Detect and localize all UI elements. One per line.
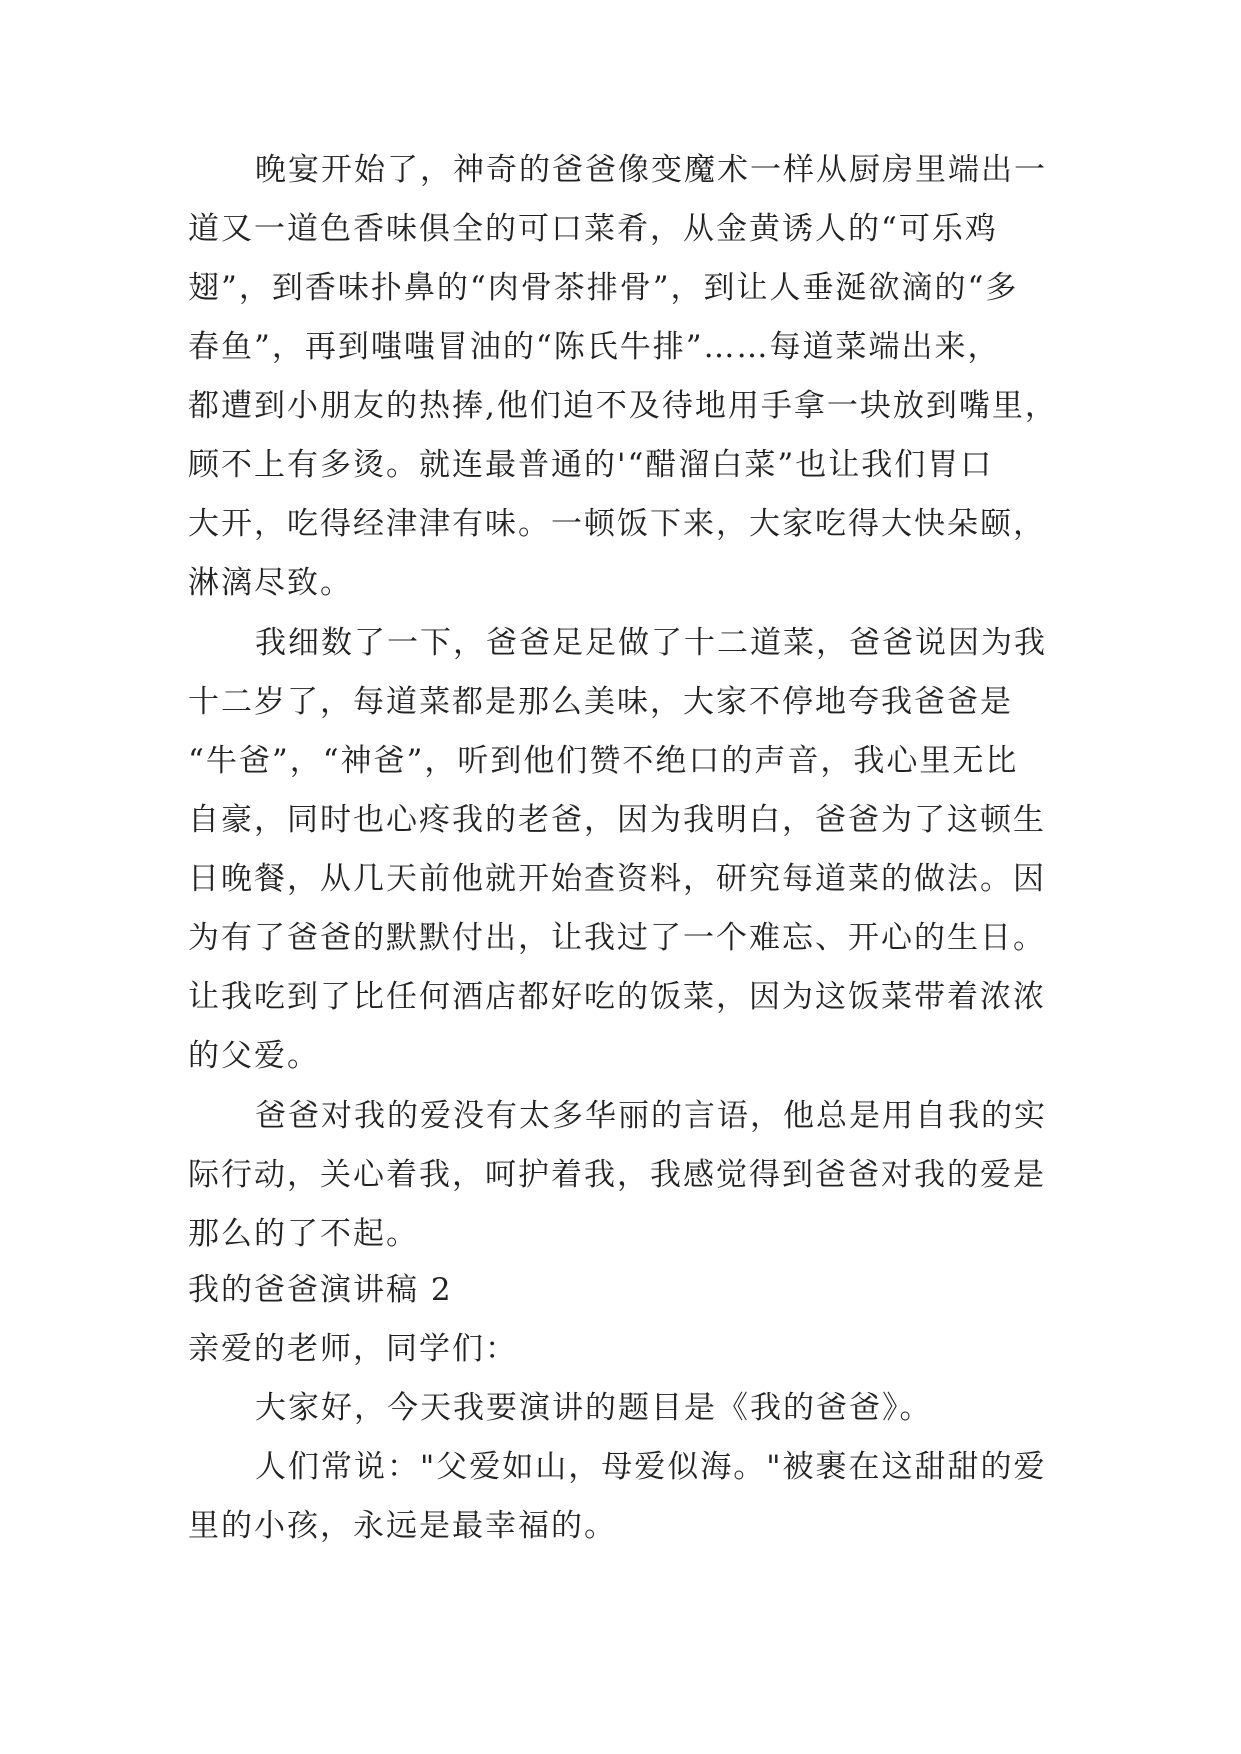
paragraph-line: 际行动，关心着我，呵护着我，我感觉得到爸爸对我的爱是 xyxy=(188,1157,1046,1193)
section-heading: 我的爸爸演讲稿 2 xyxy=(188,1272,453,1308)
paragraph-line: 人们常说："父爱如山，母爱似海。"被裹在这甜甜的爱 xyxy=(255,1449,1047,1485)
paragraph-line: 春鱼”，再到嗤嗤冒油的“陈氏牛排”……每道菜端出来， xyxy=(188,329,1001,365)
paragraph-line: 翅”，到香味扑鼻的“肉骨茶排骨”，到让人垂涎欲滴的“多 xyxy=(188,270,1019,306)
paragraph-line: 的父爱。 xyxy=(188,1038,320,1074)
paragraph-line: 爸爸对我的爱没有太多华丽的言语，他总是用自我的实 xyxy=(255,1098,1047,1134)
paragraph-line: 为有了爸爸的默默付出，让我过了一个难忘、开心的生日。 xyxy=(188,920,1046,956)
paragraph-line: 自豪，同时也心疼我的老爸，因为我明白，爸爸为了这顿生 xyxy=(188,802,1046,838)
paragraph-line: 淋漓尽致。 xyxy=(188,565,353,601)
paragraph-line: 那么的了不起。 xyxy=(188,1216,419,1252)
paragraph-line: 道又一道色香味俱全的可口菜肴，从金黄诱人的“可乐鸡 xyxy=(188,211,998,247)
paragraph-line: 日晚餐，从几天前他就开始查资料，研究每道菜的做法。因 xyxy=(188,861,1046,897)
paragraph-line: 十二岁了，每道菜都是那么美味，大家不停地夸我爸爸是 xyxy=(188,684,1013,720)
paragraph-line: 大开，吃得经津津有味。一顿饭下来，大家吃得大快朵颐， xyxy=(188,506,1046,542)
paragraph-line: 都遭到小朋友的热捧,他们迫不及待地用手拿一块放到嘴里， xyxy=(188,388,1058,424)
paragraph-line: 顾不上有多烫。就连最普通的'“醋溜白菜”也让我们胃口 xyxy=(188,447,994,483)
paragraph-line: 我细数了一下，爸爸足足做了十二道菜，爸爸说因为我 xyxy=(255,625,1047,661)
paragraph-line: 大家好，今天我要演讲的题目是《我的爸爸》。 xyxy=(255,1390,933,1426)
paragraph-line: 晚宴开始了，神奇的爸爸像变魔术一样从厨房里端出一 xyxy=(255,152,1047,188)
paragraph-line: “牛爸”，“神爸”，听到他们赞不绝口的声音，我心里无比 xyxy=(188,743,1019,779)
paragraph-line: 里的小孩，永远是最幸福的。 xyxy=(188,1508,617,1544)
salutation-line: 亲爱的老师，同学们： xyxy=(188,1331,518,1367)
paragraph-line: 让我吃到了比任何酒店都好吃的饭菜，因为这饭菜带着浓浓 xyxy=(188,979,1046,1015)
